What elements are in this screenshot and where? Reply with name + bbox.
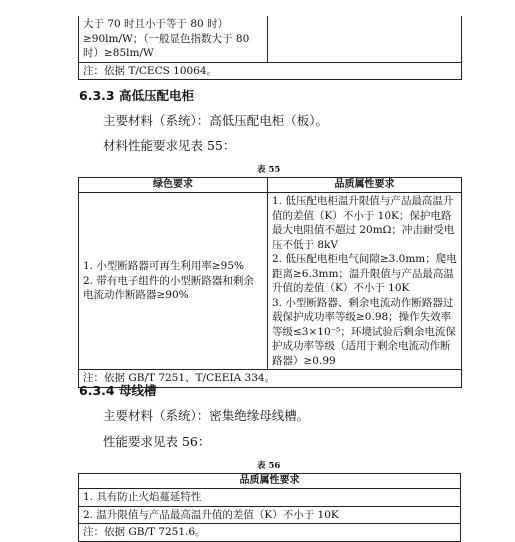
main-material-633: 主要材料（系统）：高低压配电柜（板）。	[103, 113, 329, 128]
section-heading-634: 6.3.4 母线槽	[79, 383, 157, 398]
table-55-green-cell: 1. 小型断路器可再生利用率≥95% 2. 带有电子组件的小型断路器和剩余 电流动作断路器≥90%	[79, 193, 268, 370]
table-56-row-1: 1. 具有防止火焰蔓延特性	[79, 489, 461, 507]
perf-text-634: 性能要求见表 56：	[103, 434, 211, 449]
table-caption-56: 表 56	[257, 461, 281, 471]
main-material-634: 主要材料（系统）：密集绝缘母线槽。	[103, 408, 310, 423]
table-55-header-green: 绿色要求	[79, 178, 268, 193]
top-table	[78, 16, 462, 80]
table-55	[78, 177, 462, 388]
table-55-header-quality: 品质属性要求	[268, 178, 462, 193]
table-55-note: 注：依据 GB/T 7251、T/CEEIA 334。	[79, 370, 462, 388]
table-56-header-quality: 品质属性要求	[79, 474, 461, 489]
top-table-left-cell: 大于 70 时且小于等于 80 时） ≥90lm/W；（一般显色指数大于 80 时）≥85lm/W	[79, 16, 268, 62]
perf-text-633: 材料性能要求见表 55：	[103, 138, 236, 153]
table-56-row-2: 2. 温升限值与产品最高温升值的差值（K）不小于 10K	[79, 506, 461, 524]
table-56	[78, 473, 461, 542]
table-caption-55: 表 55	[257, 165, 281, 175]
table-55-quality-cell: 1. 低压配电柜温升限值与产品最高温升 值的差值（K）不小于 10K；保护电路 最大电阻值不超过 20mΩ；冲击耐受电 压不低于 8kV 2. 低压配电柜电气间隙≥3.0mm；爬电 距离≥6.3mm；温升限值与产品最高温 升值的差值（K）不小于 10K 3. 小型断路器、剩余电流动作断路器过 载保护成功率等级≥0.98；操作失效率 等级≤3×10⁻⁵；环境试验后剩余电流保 护成功率等级（适用于剩余电流动作断 路器）≥0.99	[268, 193, 462, 370]
top-table-note: 注：依据 T/CECS 10064。	[79, 62, 462, 80]
table-56-note: 注：依据 GB/T 7251.6。	[79, 524, 461, 542]
section-heading-633: 6.3.3 高低压配电柜	[79, 88, 194, 103]
top-table-right-cell	[268, 16, 462, 62]
